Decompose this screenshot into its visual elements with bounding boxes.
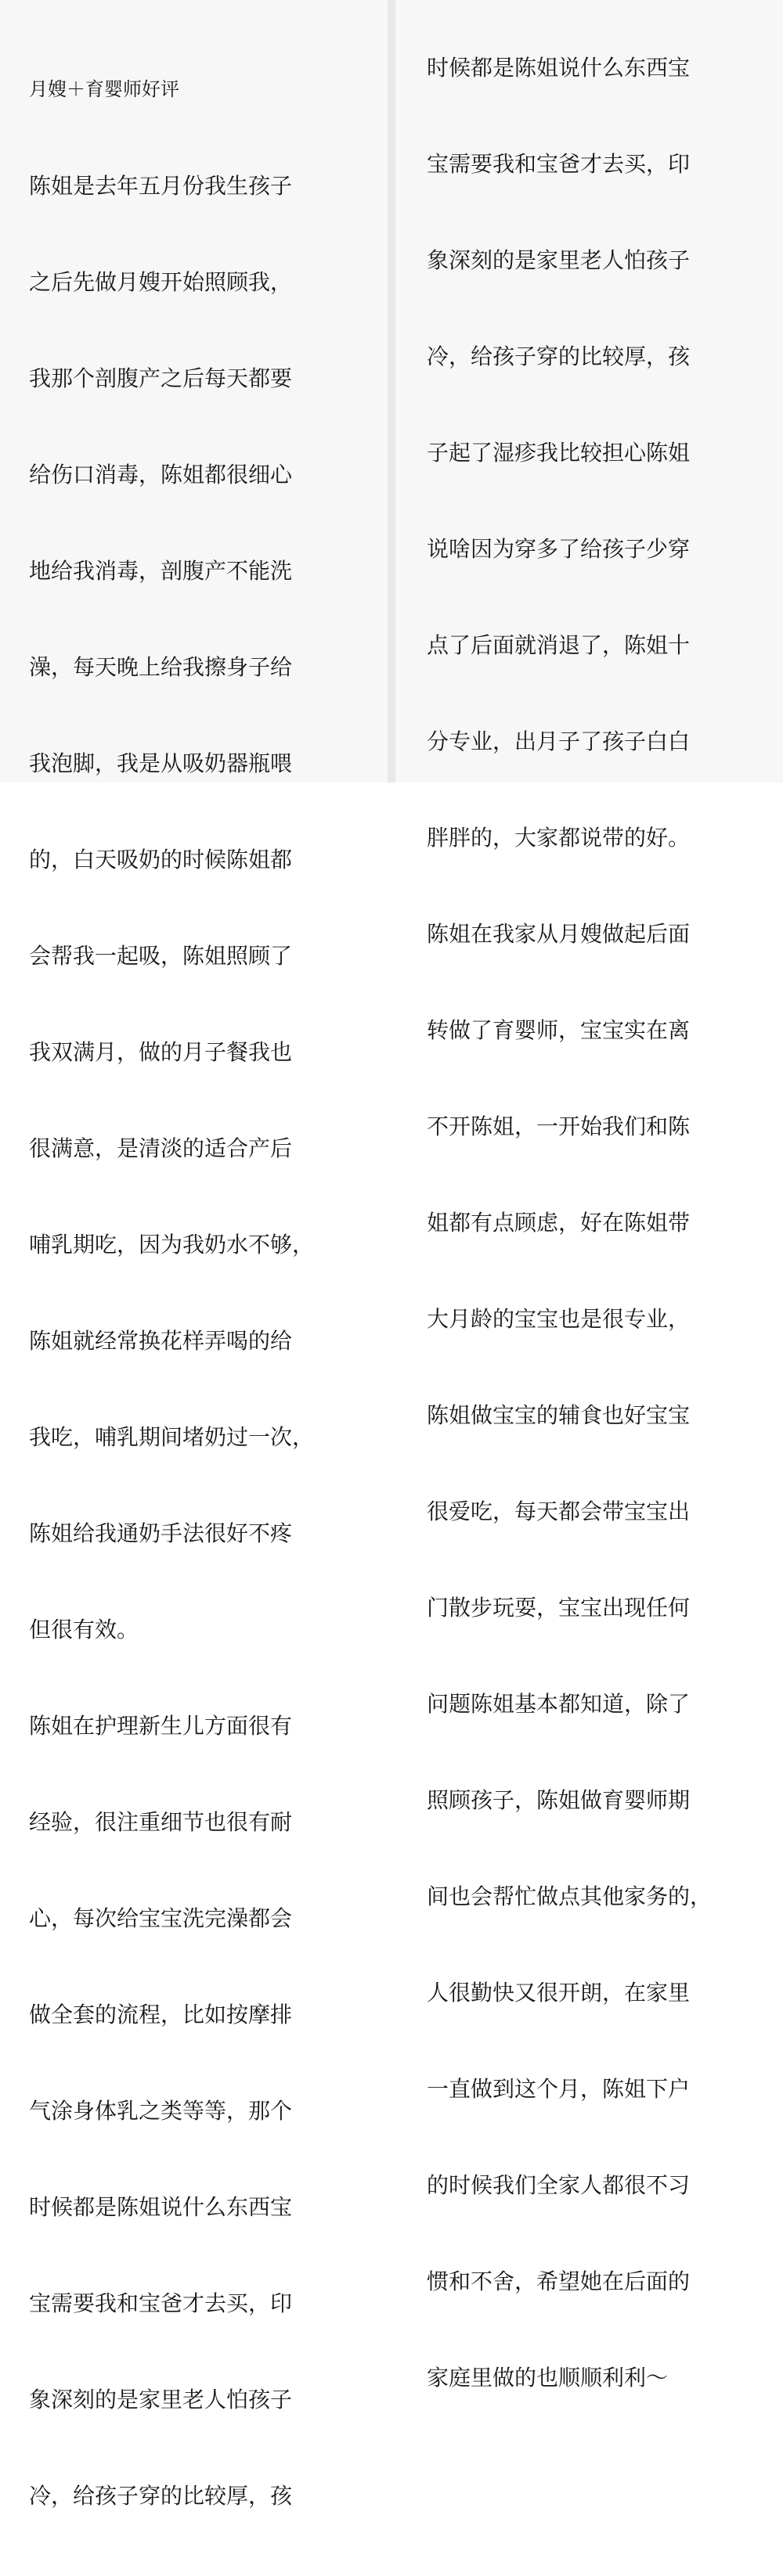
right-text-panel: [395, 0, 783, 2391]
panel-divider: [388, 0, 395, 783]
left-text-content: [29, 11, 388, 2576]
text-line: 象深刻的是家里老人怕孩子: [29, 2387, 293, 2412]
text-line: 惯和不舍，希望她在后面的: [427, 2268, 691, 2294]
left-text-panel: [0, 0, 388, 2509]
text-line: 姐都有点顾虑，好在陈姐带: [427, 1210, 691, 1236]
text-line: 陈姐做宝宝的辅食也好宝宝: [427, 1402, 691, 1428]
text-line: 经验，很注重细节也很有耐: [29, 1809, 293, 1835]
text-line: 很爱吃，每天都会带宝宝出: [427, 1498, 691, 1524]
text-line: 很满意，是清淡的适合产后: [29, 1135, 293, 1161]
right-text-content: [427, 0, 783, 2458]
text-line: 点了后面就消退了，陈姐十: [427, 632, 691, 658]
text-line: 我泡脚，我是从吸奶器瓶喂: [29, 750, 293, 776]
text-line: 哺乳期吃，因为我奶水不够，: [29, 1232, 315, 1257]
text-line: 陈姐在护理新生儿方面很有: [29, 1713, 293, 1739]
text-line: 会帮我一起吸，陈姐照顾了: [29, 943, 293, 969]
text-line: 但很有效。: [29, 1617, 139, 1642]
text-line: 做全套的流程，比如按摩排: [29, 2002, 293, 2027]
text-line: 我吃，哺乳期间堵奶过一次，: [29, 1424, 315, 1450]
text-line: 子起了湿疹我比较担心陈姐: [427, 440, 691, 466]
text-line: 陈姐是去年五月份我生孩子: [29, 173, 293, 199]
text-line: 宝需要我和宝爸才去买，印: [427, 151, 691, 177]
text-line: 气涂身体乳之类等等，那个: [29, 2098, 293, 2124]
text-line: 的时候我们全家人都很不习: [427, 2172, 691, 2198]
text-line: 说啥因为穿多了给孩子少穿: [427, 536, 691, 562]
text-line: 间也会帮忙做点其他家务的，: [427, 1883, 713, 1909]
text-line: 陈姐给我通奶手法很好不疼: [29, 1520, 293, 1546]
text-line: 冷，给孩子穿的比较厚，孩: [427, 344, 691, 369]
text-line: 的，白天吸奶的时候陈姐都: [29, 847, 293, 872]
text-line: 象深刻的是家里老人怕孩子: [427, 247, 691, 273]
post-title: 月嫂＋育婴师好评: [29, 78, 179, 100]
text-line: 不开陈姐，一开始我们和陈: [427, 1114, 691, 1139]
text-line: 陈姐在我家从月嫂做起后面: [427, 921, 691, 947]
text-line: 门散步玩耍，宝宝出现任何: [427, 1595, 691, 1621]
text-line: 冷，给孩子穿的比较厚，孩: [29, 2483, 293, 2509]
text-line: 分专业，出月子了孩子白白: [427, 729, 691, 754]
text-line: 心，每次给宝宝洗完澡都会: [29, 1905, 293, 1931]
text-line: 家庭里做的也顺顺利利～: [427, 2365, 669, 2391]
text-line: 胖胖的，大家都说带的好。: [427, 825, 691, 851]
text-line: 给伤口消毒，陈姐都很细心: [29, 462, 293, 487]
text-line: 转做了育婴师，宝宝实在离: [427, 1017, 691, 1043]
text-line: 时候都是陈姐说什么东西宝: [29, 2194, 293, 2220]
text-line: 时候都是陈姐说什么东西宝: [427, 55, 691, 81]
text-line: 一直做到这个月，陈姐下户: [427, 2076, 691, 2102]
text-line: 大月龄的宝宝也是很专业，: [427, 1306, 691, 1332]
text-line: 照顾孩子，陈姐做育婴师期: [427, 1787, 691, 1813]
text-line: 我那个剖腹产之后每天都要: [29, 365, 293, 391]
text-line: 我双满月，做的月子餐我也: [29, 1039, 293, 1065]
text-line: 陈姐就经常换花样弄喝的给: [29, 1328, 293, 1354]
text-line: 问题陈姐基本都知道，除了: [427, 1691, 691, 1717]
text-line: 宝需要我和宝爸才去买，印: [29, 2290, 293, 2316]
text-line: 地给我消毒，剖腹产不能洗: [29, 558, 293, 584]
text-line: 之后先做月嫂开始照顾我，: [29, 269, 293, 295]
text-line: 人很勤快又很开朗，在家里: [427, 1980, 691, 2006]
text-line: 澡，每天晚上给我擦身子给: [29, 654, 293, 680]
